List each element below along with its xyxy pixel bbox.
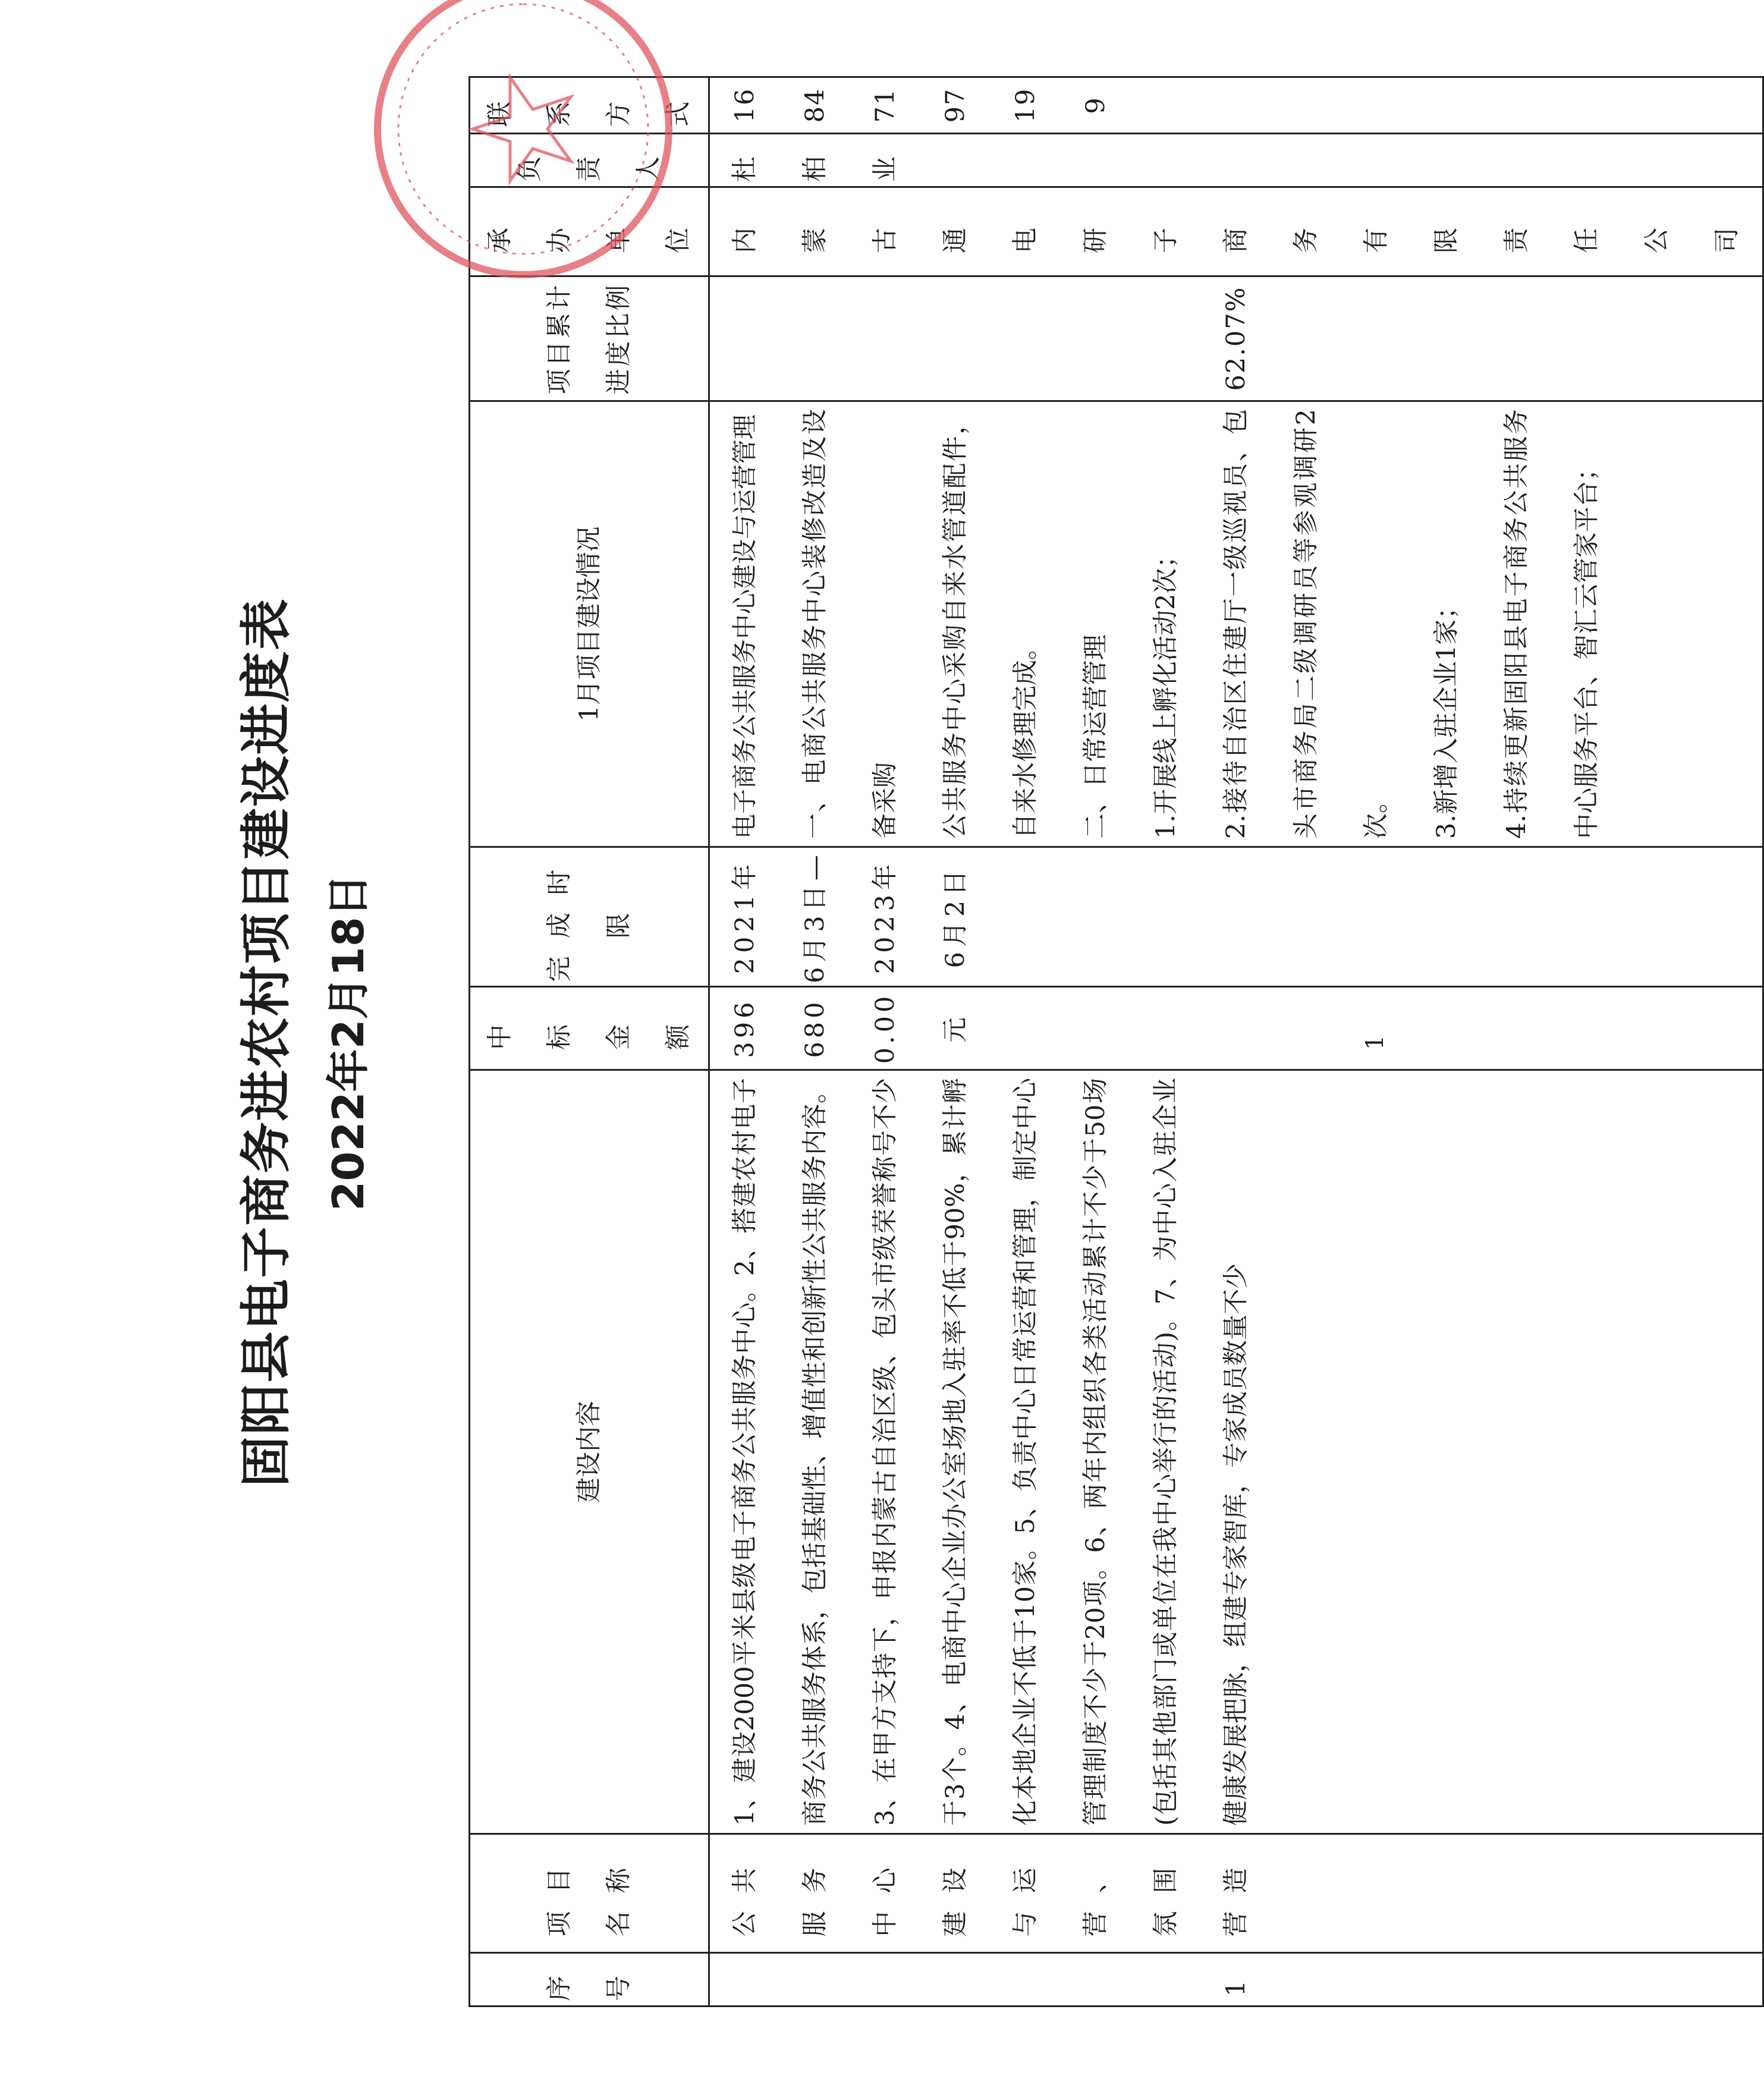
row-index: 1: [709, 1953, 1763, 2007]
header-january-status: 1月项目建设情况: [470, 401, 709, 847]
row-project-name: 公共服务中心建设与运营、氛围营造: [709, 1834, 1763, 1953]
header-contact: 联系方式: [470, 77, 709, 134]
document-title: 固阳县电子商务进农村项目建设进度表: [237, 597, 296, 1488]
status-title: 电子商务公共服务中心建设与运营管理: [730, 414, 759, 839]
header-project-name: 项目名称: [470, 1834, 709, 1953]
row-progress: 62.07%: [709, 276, 1763, 401]
seal-stamp: [378, 0, 669, 275]
header-progress: 项目累计进度比例: [470, 276, 709, 401]
status-line: 3.新增入驻企业1家；: [1432, 593, 1461, 839]
row-responsible: 杜柏业: [709, 134, 1763, 187]
header-content: 建设内容: [470, 1070, 709, 1834]
status-line: 2.接待自治区住建厅一级巡视员、包头市商务局二级调研员等参观调研2次。: [1221, 409, 1391, 839]
status-line: 公共服务中心采购自来水管道配件，自来水修理完成。: [941, 409, 1040, 839]
status-line: 二、日常运营管理: [1081, 634, 1111, 839]
header-contractor: 承办单位: [470, 187, 709, 276]
header-index: 序号: [470, 1953, 709, 2007]
row-bid-amount: 3966800.00元: [709, 987, 1763, 1070]
row-contractor: 内蒙古通电研子商务有限责任公司: [709, 187, 1763, 276]
table-row: [709, 77, 1763, 2007]
row-contact: 16847197199: [709, 77, 1763, 134]
document-date: 2022年2月18日: [323, 874, 373, 1211]
header-deadline: 完成时限: [470, 847, 709, 987]
table-header-row: [470, 77, 709, 2007]
status-line: 4.持续更新固阳县电子商务公共服务中心服务平台、智汇云管家平台；: [1502, 409, 1602, 839]
official-seal-icon: [369, 0, 678, 284]
row-deadline: 2021年6月3日—2023年6月2日: [709, 847, 1763, 987]
progress-table: [468, 76, 1764, 2007]
row-content: 1、建设2000平米县级电子商务公共服务中心。2、搭建农村电子商务公共服务体系，包括基础性、增值性和创新性公共服务内容。3、在甲方支持下，申报内蒙古自治区级、包头市级荣誉称号不少于3个。4、电商中心企业办公室场地入驻率不低于90%，累计孵化本地企业不低于10家。5、负责中心日常运营和管理，制定中心管理制度不少于20项。6、两年内组织各类活动累计不少于50场(包括其他部门或单位在我中心举行的活动)。7、为中心入驻企业健康发展把脉，组建专家智库，专家成员数量不少: [709, 1070, 1763, 1834]
header-bid-amount: 中标金额: [470, 987, 709, 1070]
page-number: 1: [1361, 1034, 1389, 1051]
row-january-status: [709, 401, 1763, 847]
status-line: 一、电商公共服务中心装修改造及设备采购: [800, 409, 900, 839]
header-responsible: 负责人: [470, 134, 709, 187]
status-line: 1.开展线上孵化活动2次；: [1151, 542, 1181, 839]
